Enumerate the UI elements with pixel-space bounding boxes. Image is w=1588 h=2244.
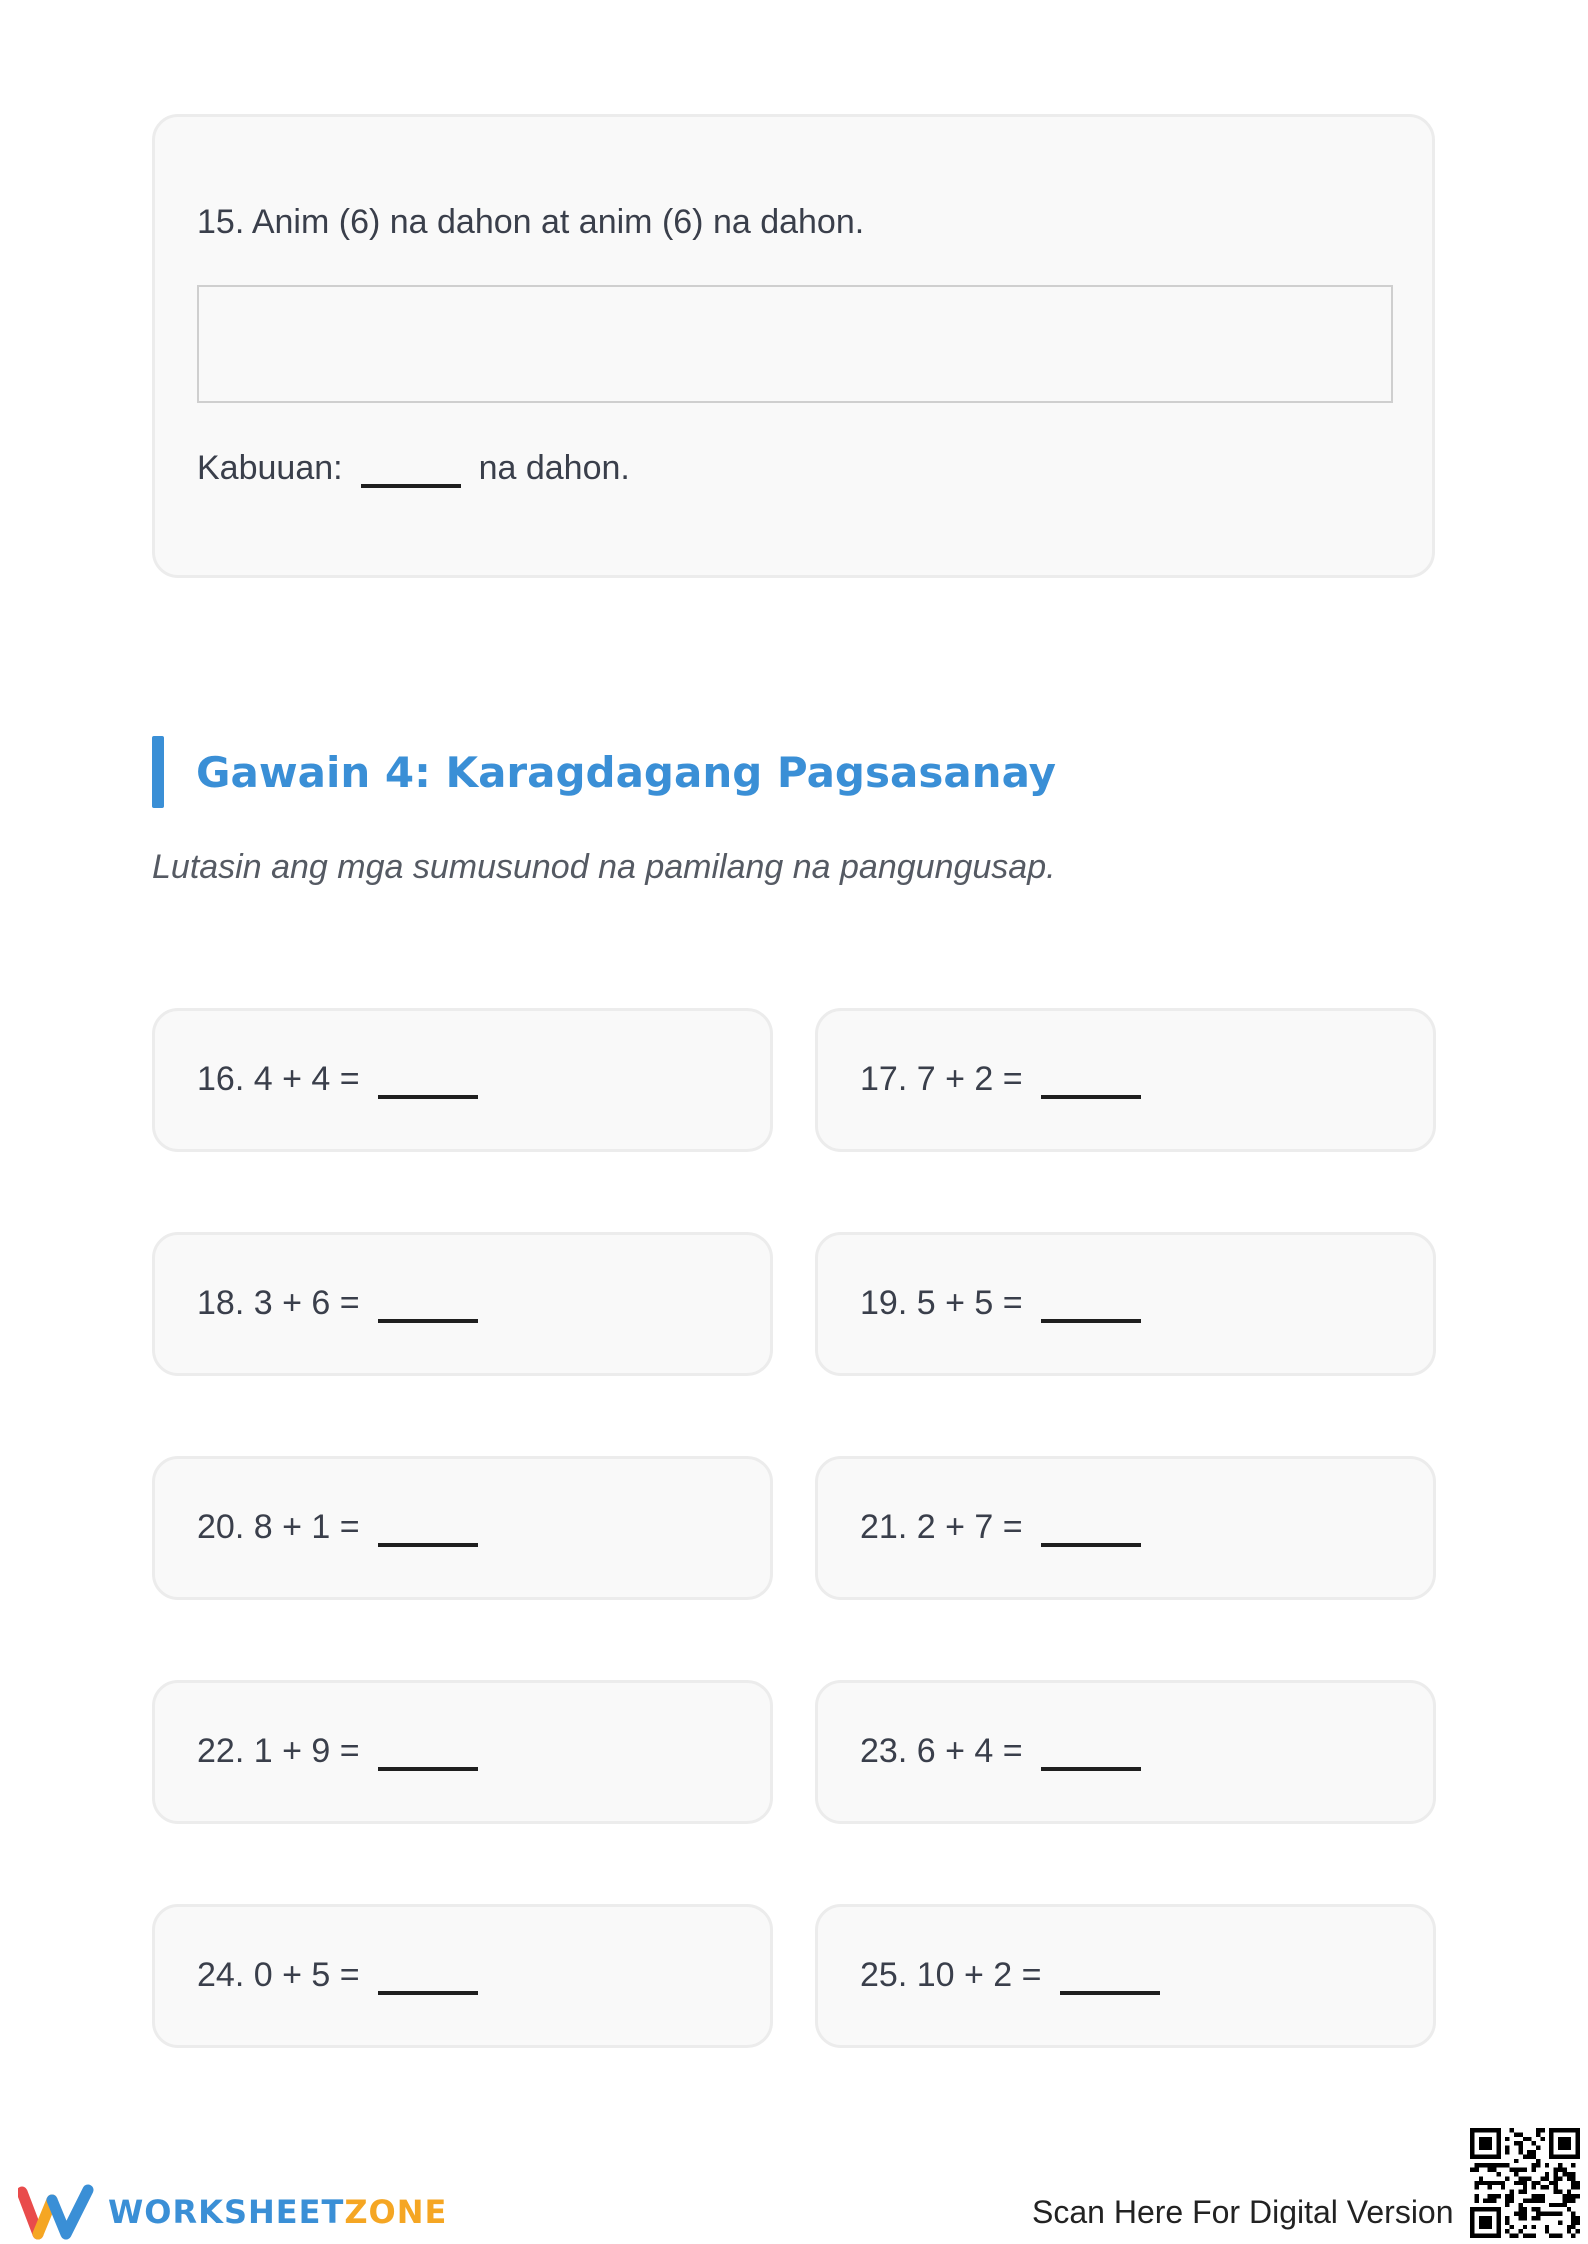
equation-text: 16. 4 + 4 = bbox=[197, 1060, 360, 1098]
section-title: Gawain 4: Karagdagang Pagsasanay bbox=[196, 747, 1056, 797]
problem-15-answer-box[interactable] bbox=[197, 285, 1393, 403]
equation-card bbox=[152, 1008, 773, 1152]
equation-card bbox=[815, 1008, 1436, 1152]
worksheetzone-logo[interactable] bbox=[18, 2184, 447, 2240]
scan-text: Scan Here For Digital Version bbox=[1032, 2194, 1454, 2230]
logo-text-zone: ZONE bbox=[344, 2193, 448, 2231]
equation-text: 17. 7 + 2 = bbox=[860, 1060, 1023, 1098]
total-label: Kabuuan: bbox=[197, 449, 343, 487]
problem-15-card bbox=[152, 114, 1435, 578]
equation-card bbox=[152, 1232, 773, 1376]
equation-card bbox=[815, 1680, 1436, 1824]
answer-blank[interactable] bbox=[1041, 1283, 1141, 1323]
qr-code-icon[interactable] bbox=[1470, 2128, 1580, 2238]
equation-text: 24. 0 + 5 = bbox=[197, 1956, 360, 1994]
equation-card bbox=[152, 1456, 773, 1600]
section-instruction: Lutasin ang mga sumusunod na pamilang na pangungusap. bbox=[152, 848, 1056, 886]
equation-card bbox=[815, 1232, 1436, 1376]
logo-text-worksheet: WORKSHEET bbox=[108, 2193, 345, 2231]
answer-blank[interactable] bbox=[1060, 1955, 1160, 1995]
equation-text: 19. 5 + 5 = bbox=[860, 1284, 1023, 1322]
equation-text: 21. 2 + 7 = bbox=[860, 1508, 1023, 1546]
answer-blank[interactable] bbox=[378, 1955, 478, 1995]
total-blank[interactable] bbox=[361, 450, 461, 488]
equation-text: 20. 8 + 1 = bbox=[197, 1508, 360, 1546]
answer-blank[interactable] bbox=[378, 1283, 478, 1323]
equation-card bbox=[815, 1904, 1436, 2048]
logo-text bbox=[108, 2193, 447, 2231]
answer-blank[interactable] bbox=[378, 1059, 478, 1099]
worksheetzone-logo-icon bbox=[18, 2184, 98, 2240]
answer-blank[interactable] bbox=[378, 1731, 478, 1771]
equation-card bbox=[815, 1456, 1436, 1600]
answer-blank[interactable] bbox=[1041, 1059, 1141, 1099]
equation-text: 23. 6 + 4 = bbox=[860, 1732, 1023, 1770]
section-accent-bar bbox=[152, 736, 164, 808]
answer-blank[interactable] bbox=[378, 1507, 478, 1547]
equation-card bbox=[152, 1680, 773, 1824]
answer-blank[interactable] bbox=[1041, 1731, 1141, 1771]
problem-15-total-row bbox=[197, 449, 630, 488]
equation-card bbox=[152, 1904, 773, 2048]
equation-text: 18. 3 + 6 = bbox=[197, 1284, 360, 1322]
equation-text: 25. 10 + 2 = bbox=[860, 1956, 1042, 1994]
total-unit: na dahon. bbox=[478, 449, 630, 487]
section-heading bbox=[152, 736, 1056, 808]
problem-15-question: 15. Anim (6) na dahon at anim (6) na dahon. bbox=[197, 203, 865, 241]
equation-text: 22. 1 + 9 = bbox=[197, 1732, 360, 1770]
answer-blank[interactable] bbox=[1041, 1507, 1141, 1547]
